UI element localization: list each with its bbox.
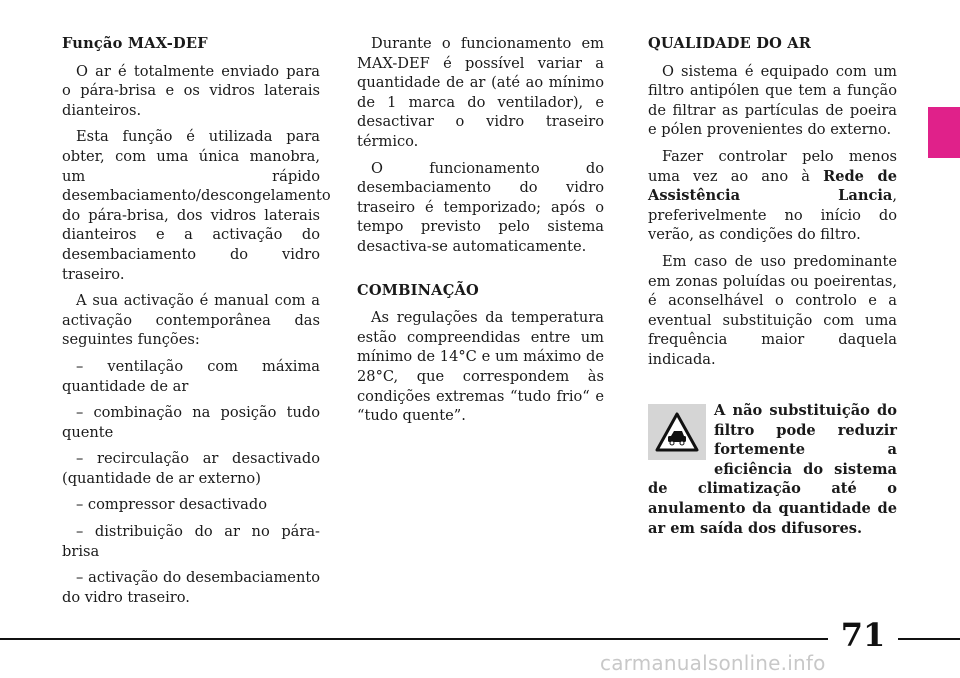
column-right (648, 34, 897, 377)
list-item: – distribuição do ar no pára-brisa (62, 523, 320, 560)
list-item: – activação do desembaciamento do vidro traseiro. (62, 569, 320, 606)
paragraph-text: , preferivelmente no início do verão, as condições do filtro. (648, 187, 897, 244)
list-item: – ventilação com máxima quantidade de ar (62, 357, 320, 395)
section-heading-combinacao: COMBINAÇÃO (357, 281, 479, 299)
section-tab-marker (928, 107, 960, 158)
footer-rule (898, 638, 960, 640)
list-item: – recirculação ar desactivado (quantidade de ar externo) (62, 450, 320, 487)
paragraph (648, 147, 897, 245)
bold-text-assistance-network: Rede de Assistência Lancia (648, 167, 897, 205)
paragraph: O sistema é equipado com um filtro antipólen que tem a função de filtrar as partículas de poeira e pólen provenientes do externo. (648, 62, 897, 139)
page-number: 71 (840, 616, 886, 654)
paragraph: As regulações da temperatura estão compreendidas entre um mínimo de 14°C e um máximo de 28°C, que correspondem às condições extremas “tudo frio“ e “tudo quente”. (357, 309, 604, 425)
column-middle (357, 34, 604, 433)
section-heading-max-def: Função MAX-DEF (62, 35, 208, 52)
list-item: – combinação na posição tudo quente (62, 404, 320, 441)
paragraph: Esta função é utilizada para obter, com uma única manobra, um rápido desembaciamento/descongelamento do pára-brisa, dos vidros laterais dianteiros e a activação do desembaciamento do vidro traseiro. (62, 128, 331, 283)
paragraph: Durante o funcionamento em MAX-DEF é possível variar a quantidade de ar (até ao mínimo de 1 marca do ventilador), e desactivar o vidro traseiro térmico. (357, 35, 604, 150)
warning-box (648, 401, 897, 538)
watermark: carmanualsonline.info (600, 651, 826, 675)
column-left (62, 34, 331, 614)
paragraph: O ar é totalmente enviado para o pára-brisa e os vidros laterais dianteiros. (62, 62, 320, 119)
paragraph: O funcionamento do desembaciamento do vidro traseiro é temporizado; após o tempo previsto pelo sistema desactiva-se automaticamente. (357, 159, 604, 255)
list-item: – compressor desactivado (76, 496, 268, 514)
section-heading-qualidade-do-ar: QUALIDADE DO AR (648, 35, 812, 52)
paragraph: A sua activação é manual com a activação contemporânea das seguintes funções: (62, 292, 320, 349)
paragraph: Em caso de uso predominante em zonas poluídas ou poeirentas, é aconselhável o controlo e a eventual substituição com uma frequência maior daquela indicada. (648, 252, 897, 368)
paragraph-text: Fazer controlar pelo menos uma vez ao ano à (648, 147, 897, 185)
car-warning-icon (648, 404, 706, 460)
footer-rule (0, 638, 828, 640)
warning-text: A não substituição do filtro pode reduzir fortemente a eficiência do sistema de climatização até o anulamento da quantidade de ar em saída dos difusores. (648, 402, 897, 537)
